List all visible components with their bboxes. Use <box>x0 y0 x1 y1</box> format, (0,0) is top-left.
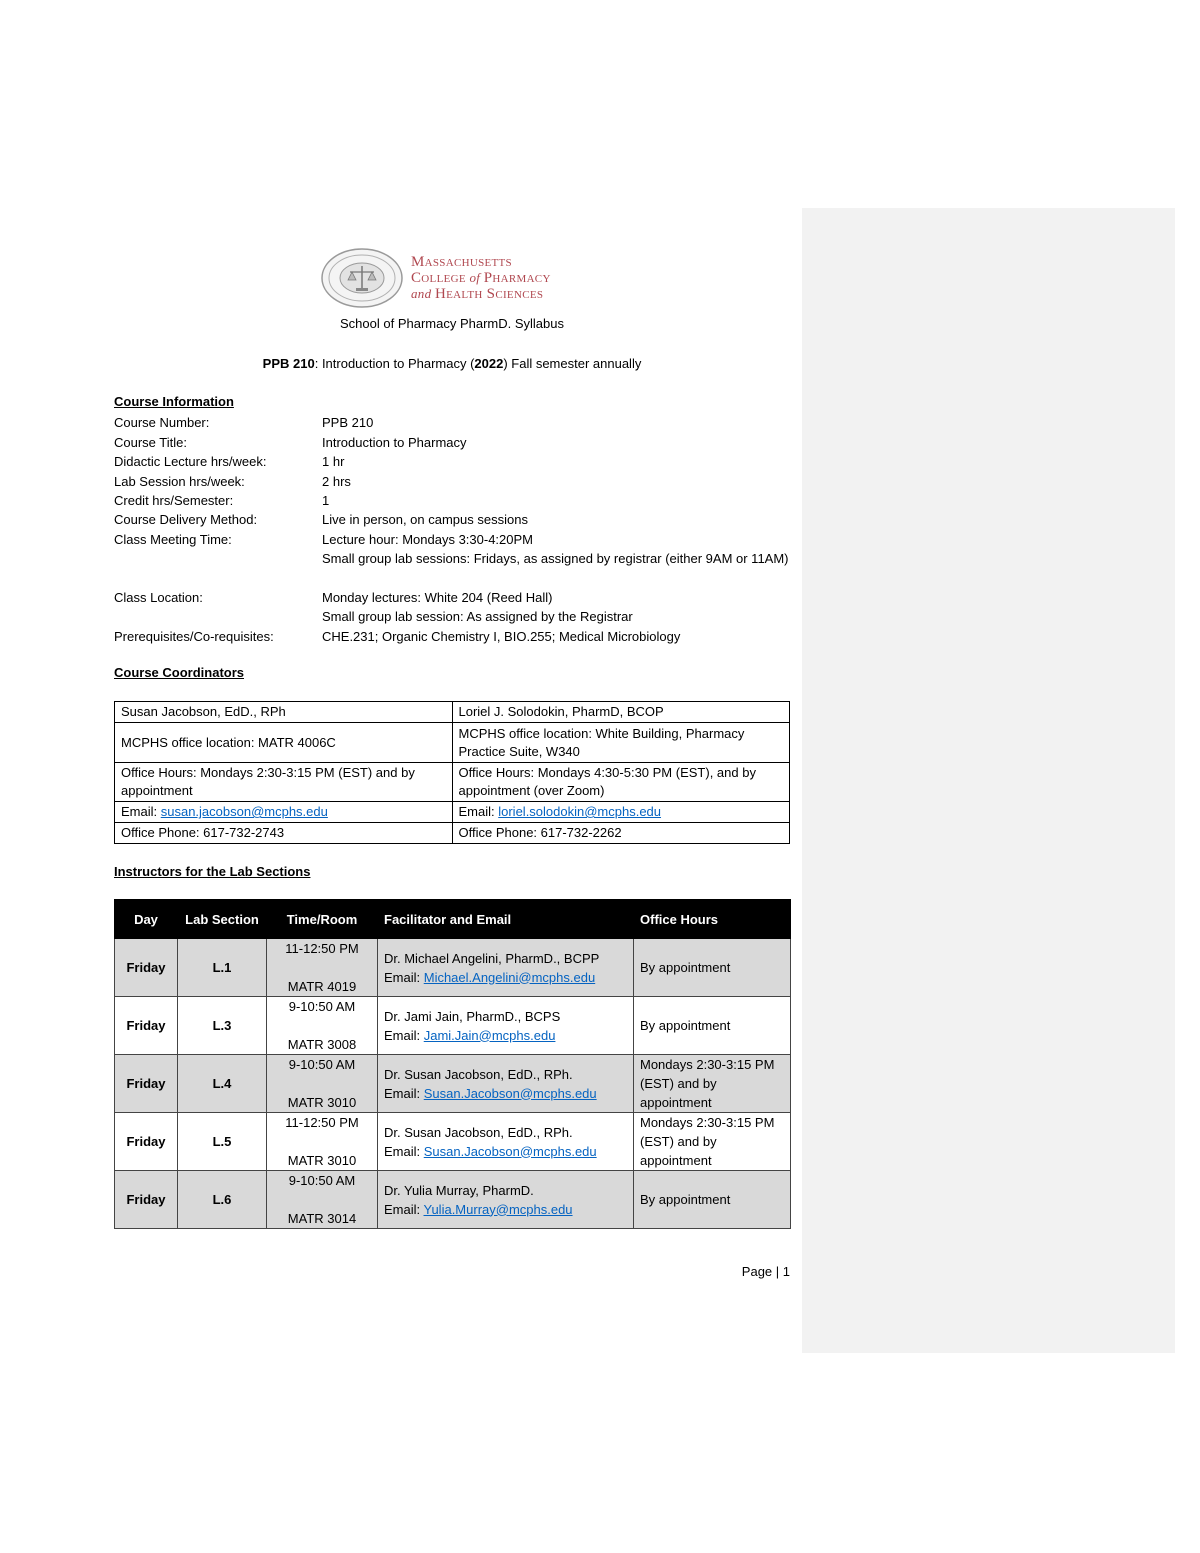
course-info-value: 1 <box>322 493 330 508</box>
lab-time-room <box>267 1055 378 1113</box>
lab-section: L.5 <box>178 1113 267 1171</box>
course-info-label: Credit hrs/Semester: <box>114 493 234 508</box>
lab-time-room <box>267 1171 378 1229</box>
facilitator-email-link[interactable]: Susan.Jacobson@mcphs.edu <box>423 1143 597 1159</box>
email-label: Email: <box>384 1027 424 1043</box>
page-footer <box>114 1264 790 1279</box>
col-office-hours-header: Office Hours <box>634 900 791 939</box>
lab-time-room <box>267 939 378 997</box>
lab-room: MATR 4019 <box>287 979 357 994</box>
lab-room: MATR 3010 <box>287 1153 357 1168</box>
course-info-row <box>114 588 790 608</box>
logo-health-sciences: Health Sciences <box>434 286 544 302</box>
lab-office-hours: Mondays 2:30-3:15 PM (EST) and by appointment <box>634 1055 791 1113</box>
lab-office-hours: By appointment <box>634 997 791 1055</box>
facilitator-name: Dr. Jami Jain, PharmD., BCPS <box>384 1008 561 1024</box>
course-info-label: Course Title: <box>114 435 187 450</box>
course-info-value: 1 hr <box>322 454 345 469</box>
course-coordinators-heading: Course Coordinators <box>114 665 245 680</box>
logo-and: and <box>411 286 432 301</box>
page-number: 1 <box>782 1264 790 1279</box>
lab-room: MATR 3008 <box>287 1037 357 1052</box>
course-heading <box>114 356 790 371</box>
lab-room: MATR 3010 <box>287 1095 357 1110</box>
lab-facilitator <box>378 1113 634 1171</box>
course-year: 2022 <box>474 356 504 371</box>
email-label: Email: <box>384 1143 424 1159</box>
lab-section: L.1 <box>178 939 267 997</box>
facilitator-email-line <box>384 1084 627 1103</box>
col-facilitator-header: Facilitator and Email <box>378 900 634 939</box>
document-title: School of Pharmacy PharmD. Syllabus <box>340 316 564 331</box>
lab-section-row <box>115 997 791 1055</box>
lab-section: L.6 <box>178 1171 267 1229</box>
logo-pharmacy: Pharmacy <box>483 270 551 286</box>
course-info-row <box>114 530 790 550</box>
lab-day: Friday <box>115 1113 178 1171</box>
lab-time: 9-10:50 AM <box>288 1173 356 1188</box>
coordinator-1-hours: Office Hours: Mondays 2:30-3:15 PM (EST) and by appointment <box>115 763 453 802</box>
course-info-label: Course Delivery Method: <box>114 512 258 527</box>
lab-sections-heading: Instructors for the Lab Sections <box>114 864 311 879</box>
logo-line-1: Massachusetts <box>411 254 512 270</box>
lab-facilitator <box>378 1171 634 1229</box>
coordinator-2-name: Loriel J. Solodokin, PharmD, BCOP <box>452 702 790 723</box>
coordinator-2-email-cell <box>452 802 790 823</box>
facilitator-email-line <box>384 1142 627 1161</box>
lab-section-row <box>115 1055 791 1113</box>
lab-section: L.3 <box>178 997 267 1055</box>
course-info-value: PPB 210 <box>322 415 374 430</box>
lab-facilitator <box>378 1055 634 1113</box>
lab-section-row <box>115 1113 791 1171</box>
facilitator-email-line <box>384 1200 627 1219</box>
college-logo <box>320 248 590 308</box>
course-info-row <box>114 491 790 511</box>
course-info-value: Introduction to Pharmacy <box>322 435 467 450</box>
course-info-value: Lecture hour: Mondays 3:30-4:20PM <box>322 532 534 547</box>
lab-section-row <box>115 1171 791 1229</box>
course-info-label: Class Meeting Time: <box>114 532 232 547</box>
facilitator-email-link[interactable]: Susan.Jacobson@mcphs.edu <box>423 1085 597 1101</box>
email-label: Email: <box>384 1201 424 1217</box>
coordinator-2-hours: Office Hours: Mondays 4:30-5:30 PM (EST), and by appointment (over Zoom) <box>452 763 790 802</box>
lab-facilitator <box>378 939 634 997</box>
course-info-row <box>114 413 790 433</box>
course-info-row <box>114 549 790 588</box>
course-heading-title: : Introduction to Pharmacy ( <box>314 356 475 371</box>
lab-office-hours: By appointment <box>634 1171 791 1229</box>
lab-day: Friday <box>115 1171 178 1229</box>
lab-office-hours: Mondays 2:30-3:15 PM (EST) and by appointment <box>634 1113 791 1171</box>
lab-time: 9-10:50 AM <box>288 1057 356 1072</box>
lab-sections-table <box>114 899 791 1229</box>
course-heading-rest: ) Fall semester annually <box>503 356 642 371</box>
course-info-value: Small group lab sessions: Fridays, as assigned by registrar (either 9AM or 11AM) <box>322 551 789 566</box>
coordinator-2-office: MCPHS office location: White Building, Pharmacy Practice Suite, W340 <box>452 723 790 763</box>
course-info-label: Prerequisites/Co-requisites: <box>114 629 274 644</box>
college-name <box>411 254 591 302</box>
coordinator-2-phone: Office Phone: 617-732-2262 <box>452 823 790 844</box>
course-information-heading: Course Information <box>114 394 234 409</box>
facilitator-name: Dr. Yulia Murray, PharmD. <box>384 1182 534 1198</box>
facilitator-email-link[interactable]: Michael.Angelini@mcphs.edu <box>423 969 596 985</box>
course-info-row <box>114 607 790 627</box>
course-info-value: Monday lectures: White 204 (Reed Hall) <box>322 590 553 605</box>
course-code: PPB 210 <box>262 356 315 371</box>
course-info-row <box>114 472 790 492</box>
course-info-label: Didactic Lecture hrs/week: <box>114 454 267 469</box>
lab-time: 11-12:50 PM <box>285 941 359 956</box>
col-time-header: Time/Room <box>267 900 378 939</box>
comment-pane <box>802 208 1175 1353</box>
course-info-label: Class Location: <box>114 590 203 605</box>
lab-room: MATR 3014 <box>287 1211 357 1226</box>
course-info-value: Live in person, on campus sessions <box>322 512 528 527</box>
email-label: Email: <box>121 804 161 819</box>
email-label: Email: <box>384 1085 424 1101</box>
email-label: Email: <box>384 969 424 985</box>
course-info-row <box>114 452 790 472</box>
facilitator-email-link[interactable]: Jami.Jain@mcphs.edu <box>423 1027 556 1043</box>
course-info-row <box>114 627 790 647</box>
coordinator-2-email-link[interactable]: loriel.solodokin@mcphs.edu <box>498 804 662 819</box>
lab-time-room <box>267 997 378 1055</box>
course-info-label: Course Number: <box>114 415 210 430</box>
col-day-header: Day <box>115 900 178 939</box>
lab-day: Friday <box>115 997 178 1055</box>
lab-section-row <box>115 939 791 997</box>
course-info-row <box>114 433 790 453</box>
lab-office-hours: By appointment <box>634 939 791 997</box>
coordinators-table <box>114 701 790 844</box>
course-info-value: Small group lab session: As assigned by the Registrar <box>322 609 633 624</box>
facilitator-name: Dr. Susan Jacobson, EdD., RPh. <box>384 1066 573 1082</box>
col-section-header: Lab Section <box>178 900 267 939</box>
lab-sections-body <box>115 939 791 1229</box>
facilitator-name: Dr. Susan Jacobson, EdD., RPh. <box>384 1124 573 1140</box>
college-seal-icon <box>320 248 404 308</box>
coordinator-1-office: MCPHS office location: MATR 4006C <box>115 723 453 763</box>
lab-day: Friday <box>115 1055 178 1113</box>
lab-facilitator <box>378 997 634 1055</box>
lab-time: 9-10:50 AM <box>288 999 356 1014</box>
lab-section: L.4 <box>178 1055 267 1113</box>
logo-college: College <box>411 270 466 286</box>
course-info-label: Lab Session hrs/week: <box>114 474 245 489</box>
lab-time: 11-12:50 PM <box>285 1115 359 1130</box>
course-info-value: CHE.231; Organic Chemistry I, BIO.255; Medical Microbiology <box>322 629 681 644</box>
coordinator-1-email-cell <box>115 802 453 823</box>
email-label: Email: <box>458 804 499 819</box>
course-info-row <box>114 510 790 530</box>
logo-of: of <box>469 270 481 285</box>
facilitator-name: Dr. Michael Angelini, PharmD., BCPP <box>384 950 600 966</box>
coordinator-1-phone: Office Phone: 617-732-2743 <box>115 823 453 844</box>
facilitator-email-line <box>384 968 627 987</box>
page-label: Page | <box>741 1264 783 1279</box>
facilitator-email-link[interactable]: Yulia.Murray@mcphs.edu <box>423 1201 573 1217</box>
lab-day: Friday <box>115 939 178 997</box>
coordinator-1-email-link[interactable]: susan.jacobson@mcphs.edu <box>160 804 328 819</box>
course-info-value: 2 hrs <box>322 474 351 489</box>
facilitator-email-line <box>384 1026 627 1045</box>
coordinator-1-name: Susan Jacobson, EdD., RPh <box>115 702 453 723</box>
lab-time-room <box>267 1113 378 1171</box>
